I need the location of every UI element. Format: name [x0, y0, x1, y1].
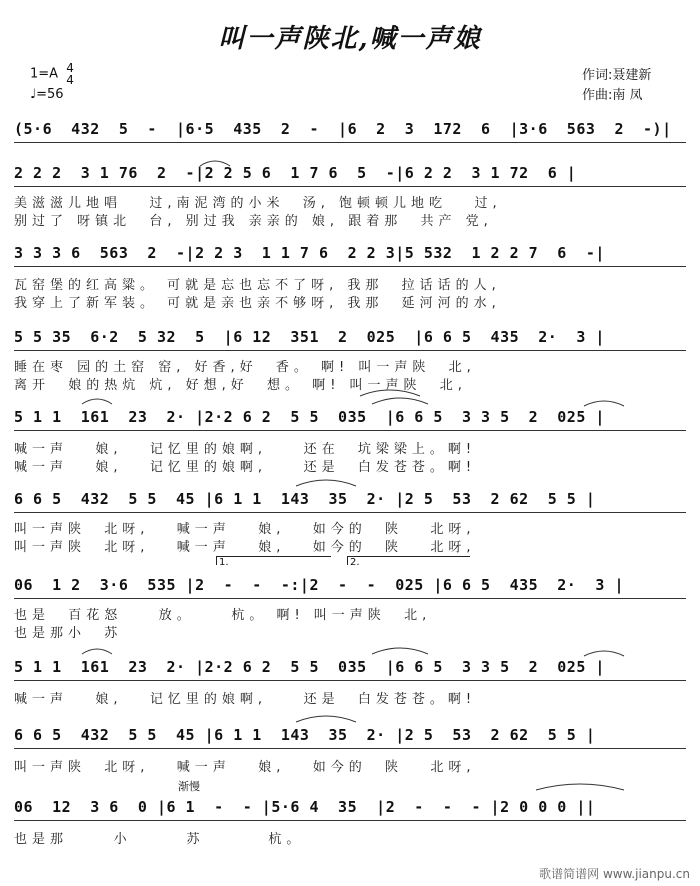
volta-2-label: 2.: [350, 557, 360, 568]
notes-row: 06 1 2 3·6 535 |2 - - -:|2 - - 025 |6 6 5 435 2· 3 |: [14, 576, 624, 594]
lyric-line: 也是那 小 苏 杭。: [14, 832, 305, 847]
watermark: 歌谱简谱网 www.jianpu.cn: [539, 867, 690, 881]
notes-row: 5 1 1 161 23 2· |2·2 6 2 5 5 035 |6 6 5 3 3 5 2 025 |: [14, 408, 605, 426]
slur: [536, 784, 624, 790]
slur: [372, 648, 428, 654]
slur: [584, 651, 624, 656]
underline: [14, 142, 686, 144]
volta-1-label: 1.: [219, 557, 229, 568]
notes-row: 2 2 2 3 1 76 2 -|2 2 5 6 1 7 6 5 -|6 2 2 3 1 72 6 |: [14, 164, 577, 182]
lyric-line: 叫一声陕 北呀, 喊一声 娘, 如今的 陕 北呀,: [14, 760, 476, 775]
lyric-line: 喊一声 娘, 记忆里的娘啊, 还是 白发苍苍。啊!: [14, 692, 477, 707]
second-ending-bracket: [347, 556, 470, 568]
time-bottom: 4: [66, 73, 74, 87]
underline: [14, 820, 686, 822]
key-label: 1=A: [30, 66, 59, 82]
lyric-line: 睡在枣 园的土窑 窑, 好香,好 香。 啊! 叫一声陕 北,: [14, 360, 476, 375]
lyric-line: 离开 娘的热炕 炕, 好想,好 想。 啊! 叫一声陕 北,: [14, 378, 467, 393]
lyric-line: 美滋滋儿地唱 过,南泥湾的小米 汤, 饱顿顿儿地吃 过,: [14, 196, 502, 211]
lyric-line: 别过了 呀镇北 台, 别过我 亲亲的 娘, 跟着那 共产 党,: [14, 214, 493, 229]
notes-row: 6 6 5 432 5 5 45 |6 1 1 143 35 2· |2 5 53 2 62 5 5 |: [14, 726, 596, 744]
underline: [14, 748, 686, 750]
lyric-line: 瓦窑堡的红高粱。 可就是忘也忘不了呀, 我那 拉话话的人,: [14, 278, 501, 293]
notes-row: 5 5 35 6·2 5 32 5 |6 12 351 2 025 |6 6 5 435 2· 3 |: [14, 328, 605, 346]
time-top: 4: [66, 61, 74, 75]
underline: [14, 430, 686, 432]
slur: [82, 649, 112, 654]
slur: [372, 398, 428, 404]
credits: [582, 66, 651, 106]
composer: 作曲:南 凤: [582, 88, 643, 103]
lyric-line: 也是那小 苏: [14, 626, 123, 641]
lyric-line: 叫一声陕 北呀, 喊一声 娘, 如今的 陕 北呀,: [14, 540, 476, 555]
slur: [82, 399, 112, 404]
notes-row: 06 12 3 6 0 |6 1 - - |5·6 4 35 |2 - - - |2 0 0 0 ||: [14, 798, 596, 816]
lyric-line: 叫一声陕 北呀, 喊一声 娘, 如今的 陕 北呀,: [14, 522, 476, 537]
underline: [14, 598, 686, 600]
lyricist: 作词:聂建新: [582, 68, 652, 83]
lyric-line: 我穿上了新军装。 可就是亲也亲不够呀, 我那 延河河的水,: [14, 296, 501, 311]
slur: [584, 401, 624, 406]
underline: [14, 186, 686, 188]
time-signature: [66, 62, 74, 86]
underline: [14, 266, 686, 268]
tempo-slowing-marking: 渐慢: [178, 780, 200, 793]
slur: [296, 716, 356, 722]
key-signature: [30, 62, 74, 103]
notes-row: 3 3 3 6 563 2 -|2 2 3 1 1 7 6 2 2 3|5 532 1 2 2 7 6 -|: [14, 244, 605, 262]
underline: [14, 350, 686, 352]
notes-row: 6 6 5 432 5 5 45 |6 1 1 143 35 2· |2 5 53 2 62 5 5 |: [14, 490, 596, 508]
song-title: 叫一声陕北,喊一声娘: [218, 24, 482, 54]
underline: [14, 680, 686, 682]
slur: [296, 480, 356, 486]
notes-row: (5·6 432 5 - |6·5 435 2 - |6 2 3 172 6 |3·6 563 2 -)|: [14, 120, 672, 138]
tempo-marking: ♩=56: [30, 87, 64, 102]
first-ending-bracket: [216, 556, 331, 568]
notes-row: 5 1 1 161 23 2· |2·2 6 2 5 5 035 |6 6 5 3 3 5 2 025 |: [14, 658, 605, 676]
underline: [14, 512, 686, 514]
lyric-line: 也是 百花怒 放。 杭。 啊! 叫一声陕 北,: [14, 608, 432, 623]
lyric-line: 喊一声 娘, 记忆里的娘啊, 还在 坑梁梁上。啊!: [14, 442, 477, 457]
lyric-line: 喊一声 娘, 记忆里的娘啊, 还是 白发苍苍。啊!: [14, 460, 477, 475]
